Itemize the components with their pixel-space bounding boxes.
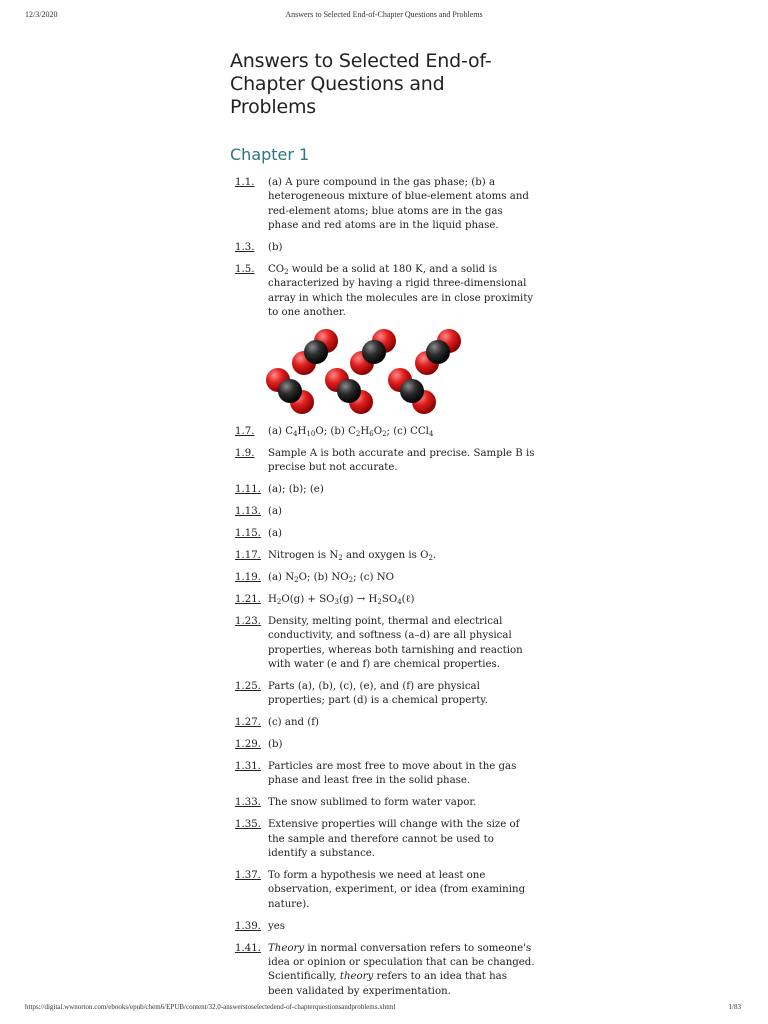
answer-link[interactable]: 1.35.	[235, 819, 261, 831]
answer-text: $H_2O(g) + SO_3(g)$ → $H_2SO_4(\ell)$	[268, 593, 415, 606]
answer-text: (a); (b); (e)	[268, 484, 324, 496]
answer-item	[230, 263, 535, 321]
answer-text: (a) $C_4H_{10}O$; (b) $C_2H_6O_2$; (c) CCl$_4$	[268, 426, 434, 439]
answer-link[interactable]: 1.5.	[235, 264, 255, 276]
answer-link[interactable]: 1.3.	[235, 242, 255, 254]
answer-item	[230, 549, 535, 563]
answer-link[interactable]: 1.29.	[235, 739, 261, 751]
answer-link[interactable]: 1.17.	[235, 550, 261, 562]
answer-link[interactable]: 1.7.	[235, 426, 255, 438]
answer-text: (a) $N_2O$; (b) $NO_2$; (c) NO	[268, 572, 394, 584]
answer-text: Density, melting point, thermal and electrical conductivity, and softness (a–d) are all physical properties, whereas both tarnishing and reaction with water (e and f) are chemical properties.	[268, 615, 523, 671]
answer-text: Particles are most free to move about in the gas phase and least free in the solid phase.	[268, 761, 517, 787]
answer-list	[230, 176, 535, 999]
answer-item	[230, 176, 535, 234]
co2-solid-molecules-image	[266, 328, 466, 418]
answer-link[interactable]: 1.23.	[235, 615, 261, 627]
answer-item	[230, 716, 535, 730]
answer-text: (a)	[268, 528, 283, 540]
print-date: 12/3/2020	[25, 10, 58, 19]
answer-item	[230, 615, 535, 673]
document-content	[230, 50, 535, 1007]
answer-text: $CO_2$ would be a solid at 180 K, and a solid is characterized by having a rigid three-dimensional array in which the molecules are in close proximity to one another.	[268, 264, 534, 319]
answer-item	[230, 680, 535, 709]
co2-molecule	[292, 329, 338, 375]
co2-molecule	[350, 329, 396, 375]
answer-item	[230, 593, 535, 607]
answer-link[interactable]: 1.9.	[235, 448, 255, 460]
answer-item	[230, 920, 535, 934]
answer-text: yes	[268, 920, 286, 932]
co2-molecule	[325, 368, 373, 414]
answer-item	[230, 447, 535, 476]
answer-item	[230, 527, 535, 541]
answer-text: Nitrogen is $N_2$ and oxygen is $O_2$.	[268, 550, 437, 563]
page-title: Answers to Selected End-of-Chapter Questions and Problems	[230, 50, 492, 118]
answer-link[interactable]: 1.41.	[235, 942, 261, 954]
answer-text: Parts (a), (b), (c), (e), and (f) are physical properties; part (d) is a chemical property.	[268, 680, 488, 707]
answer-text: (b)	[268, 242, 283, 254]
answer-link[interactable]: 1.33.	[235, 797, 261, 809]
answer-item	[230, 738, 535, 752]
answer-item	[230, 571, 535, 585]
answer-text: (a)	[268, 506, 283, 518]
co2-molecule	[388, 368, 436, 414]
answer-item	[230, 760, 535, 789]
answer-item	[230, 796, 535, 810]
answer-text: Theory in normal conversation refers to someone's idea or opinion or speculation that can be changed. Scientifically, theory refers to an idea that has been validated by experimentation.	[268, 942, 535, 997]
answer-text: (a) A pure compound in the gas phase; (b) a heterogeneous mixture of blue-element atoms and red-element atoms; blue atoms are in the gas phase and red atoms are in the liquid phase.	[268, 177, 529, 232]
answer-link[interactable]: 1.15.	[235, 528, 261, 540]
answer-link[interactable]: 1.13.	[235, 506, 261, 518]
answer-item	[230, 505, 535, 519]
answer-link[interactable]: 1.37.	[235, 870, 261, 881]
answer-item	[230, 425, 535, 439]
answer-link[interactable]: 1.39.	[235, 920, 261, 932]
answer-item	[230, 869, 535, 912]
answer-text: Sample A is both accurate and precise. Sample B is precise but not accurate.	[268, 448, 535, 474]
chapter-heading: Chapter 1	[230, 145, 310, 164]
answer-item	[230, 942, 535, 1000]
answer-link[interactable]: 1.21.	[235, 593, 261, 605]
answer-link[interactable]: 1.1.	[235, 177, 255, 188]
answer-link[interactable]: 1.31.	[235, 761, 261, 773]
answer-link[interactable]: 1.25.	[235, 680, 261, 692]
answer-item	[230, 241, 535, 255]
answer-text: To form a hypothesis we need at least one observation, experiment, or idea (from examining nature).	[268, 870, 526, 910]
page-number: 1/83	[728, 1003, 741, 1011]
answer-link[interactable]: 1.27.	[235, 717, 261, 729]
answer-text: (b)	[268, 739, 283, 751]
answer-text: Extensive properties will change with the size of the sample and therefore cannot be used to identify a substance.	[268, 819, 520, 860]
answer-link[interactable]: 1.19.	[235, 572, 261, 583]
answer-link[interactable]: 1.11.	[235, 484, 261, 496]
answer-text: The snow sublimed to form water vapor.	[268, 797, 477, 809]
answer-text: (c) and (f)	[268, 717, 320, 729]
print-url: https://digital.wwnorton.com/ebooks/epub/chem6/EPUB/content/32.0-answerstoselectedend-of-chapterquestionsandproblems.xhtml	[25, 1003, 396, 1011]
print-title: Answers to Selected End-of-Chapter Questions and Problems	[285, 10, 483, 19]
co2-molecule	[415, 329, 461, 375]
answer-item	[230, 818, 535, 861]
co2-molecule	[266, 368, 314, 414]
answer-item	[230, 483, 535, 497]
